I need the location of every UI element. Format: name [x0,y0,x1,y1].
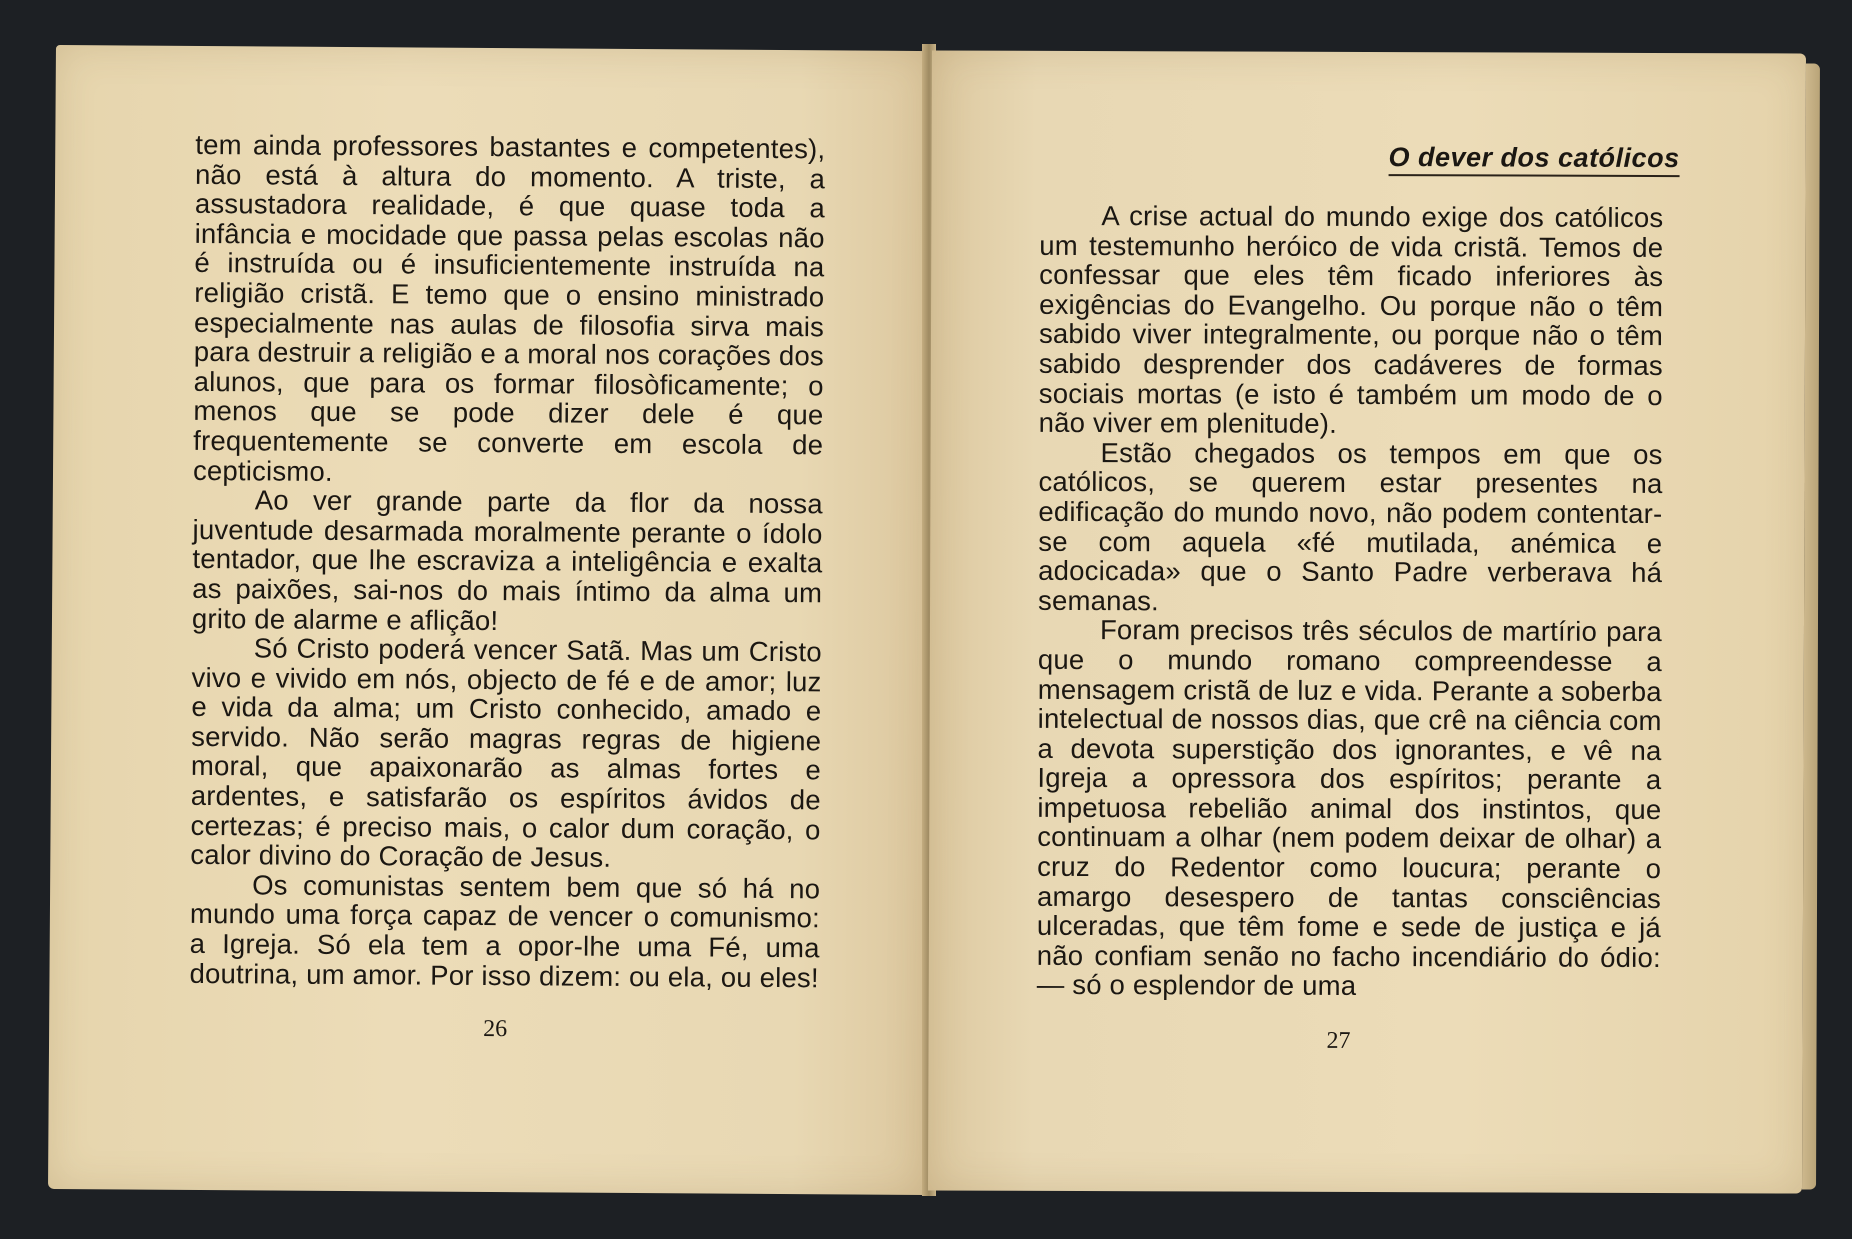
left-page [48,45,932,1195]
left-paragraph-2: Ao ver grande parte da flor da nossa juventude desarmada moralmente perante o ídolo tentador, que lhe escraviza a inteligência e exalta as paixões, sai-nos do mais íntimo da alma um grito de alarme e aflição! [191,484,823,636]
running-head: O dever dos católicos [1388,142,1679,177]
right-paragraph-3: Foram precisos três séculos de martírio para que o mundo romano compreendesse a mensagem cristã de luz e vida. Perante a soberba intelectual de nossos dias, que crê na ciência com a devota superstição dos ignorantes, e vê na Igreja a opressora dos espíritos; perante a impetuosa rebelião animal dos instintos, que continuam a olhar (nem podem deixar de olhar) a cruz do Redentor como loucura; perante o amargo desespero de tantas consciências ulceradas, que têm fome e sede de justiça e já não confiam senão no facho incendiário do ódio: — só o esplendor de uma [1036,614,1663,1002]
right-page [928,50,1806,1193]
page-stack-edge [1802,64,1820,1190]
right-page-number: 27 [1326,1027,1351,1054]
left-page-body [189,130,825,993]
left-paragraph-3: Só Cristo poderá vencer Satã. Mas um Cristo vivo e vivido em nós, objecto de fé e de amor; luz e vida da alma; um Cristo conhecido, amado e servido. Não serão magras regras de higiene moral, que apaixonarão as almas fortes e ardentes, e satisfarão os espíritos ávidos de certezas; é preciso mais, o calor dum coração, o calor divino do Coração de Jesus. [190,632,822,874]
left-paragraph-4: Os comunistas sentem bem que só há no mundo uma força capaz de vencer o comunismo: a Igreja. Só ela tem a opor-lhe uma Fé, uma doutrina, um amor. Por isso dizem: ou ela, ou eles! [189,869,821,993]
right-page-body [1037,201,1664,1002]
left-page-number: 26 [483,1015,508,1043]
left-paragraph-1: tem ainda professores bastantes e competentes), não está à altura do momento. A triste, a assustadora realidade, é que quase toda a infância e mocidade que passa pelas escolas não é instruída ou é insuficientemente instruída na religião cristã. E temo que o ensino ministrado especialmente nas aulas de filosofia sirva mais para destruir a religião e a moral nos corações dos alunos, que para os formar filosòficamente; o menos que se pode dizer dele é que frequentemente se converte em escola de cepticismo. [192,128,826,487]
right-paragraph-1: A crise actual do mundo exige dos católicos um testemunho heróico de vida cristã. Temos de confessar que eles têm ficado inferiores às exigências do Evangelho. Ou porque não o têm sabido viver integralmente, ou porque não o têm sabido desprender dos cadáveres de formas sociais mortas (e isto é também um modo de o não viver em plenitude). [1038,200,1664,440]
right-paragraph-2: Estão chegados os tempos em que os católicos, se querem estar presentes na edificação do mundo novo, não podem contentar-se com aquela «fé mutilada, anémica e adocicada» que o Santo Padre verberava há semanas. [1038,436,1663,616]
